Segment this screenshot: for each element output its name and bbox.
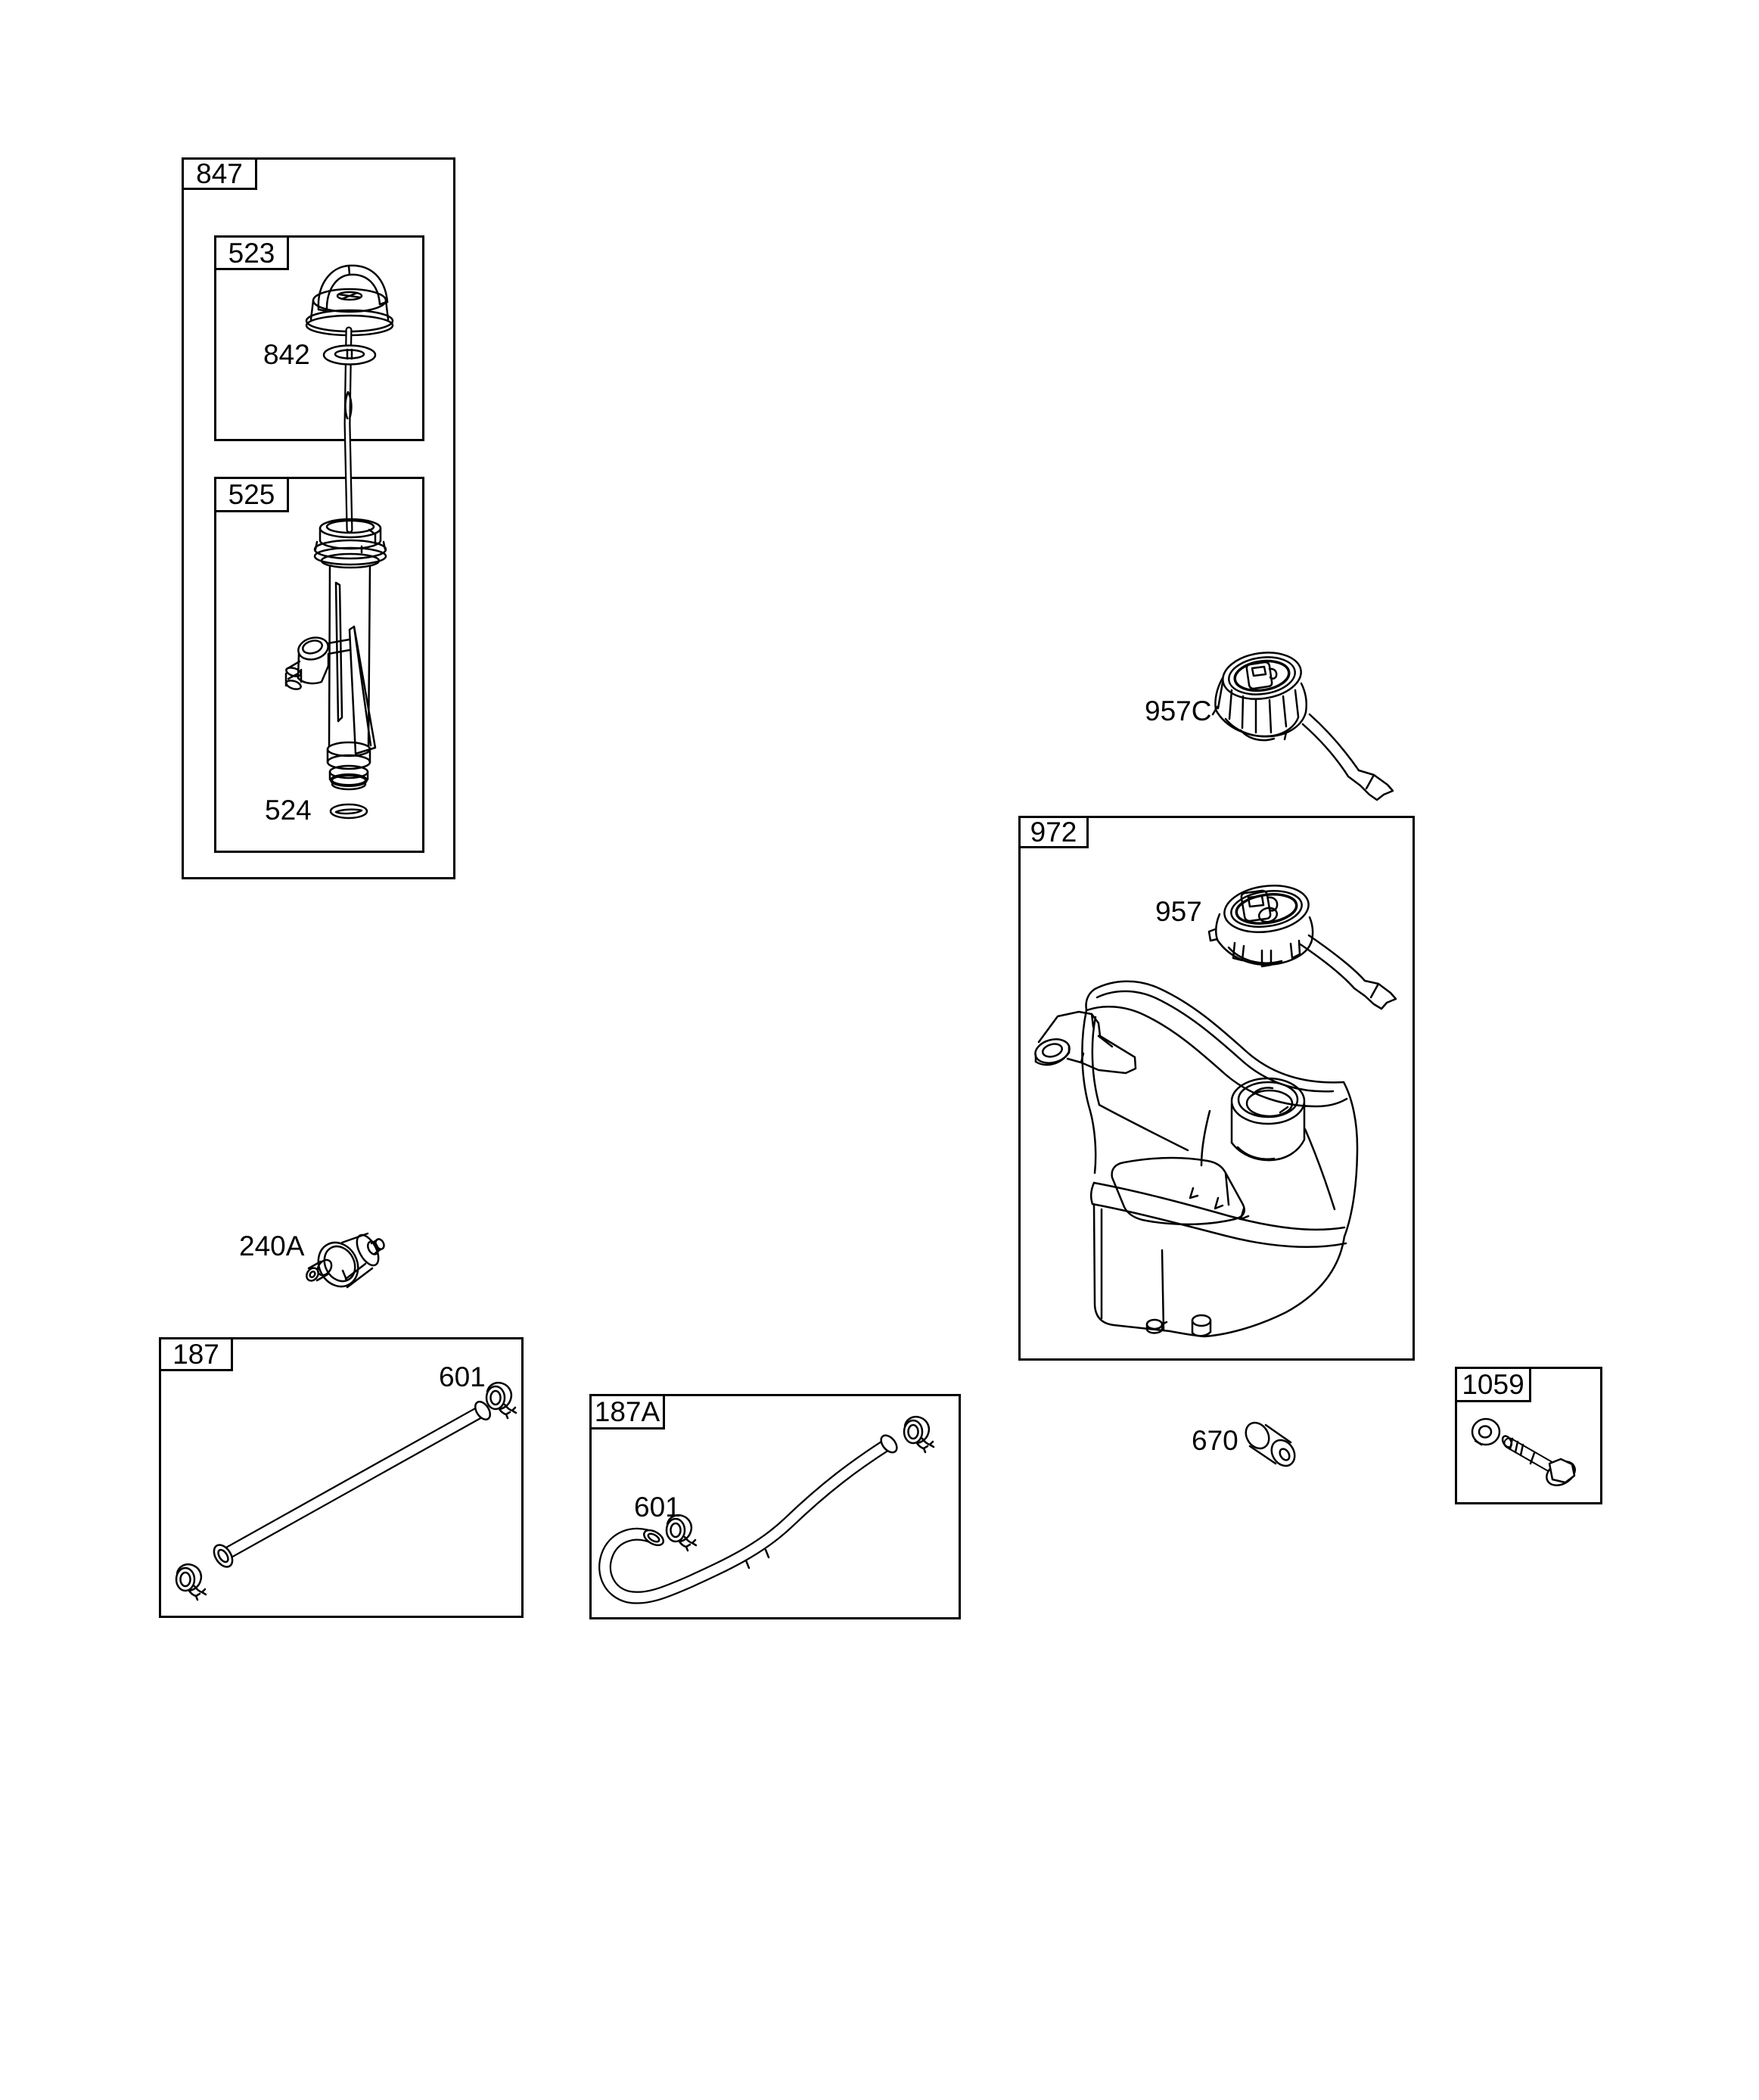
- tab-label: 187A: [594, 1396, 660, 1427]
- tab-fuel-line-formed: [589, 1394, 665, 1430]
- tab-label: 972: [1030, 817, 1077, 848]
- tab-mounting-bolt: [1455, 1367, 1531, 1402]
- tab-dipstick-tube: [214, 477, 289, 512]
- tab-label: 187: [172, 1339, 219, 1370]
- callout-fuel-cap: 957: [1155, 896, 1202, 927]
- tab-label: 847: [196, 158, 243, 189]
- tethered-fuel-cap-drawing: [1213, 648, 1393, 800]
- tab-label: 1059: [1462, 1369, 1524, 1400]
- callout-tethered-fuel-cap: 957C: [1145, 695, 1212, 726]
- tab-label: 525: [228, 479, 275, 510]
- callout-clamp-formed: 601: [634, 1492, 681, 1523]
- tab-fuel-line-straight: [159, 1337, 233, 1371]
- tab-dipstick-cap: [214, 235, 289, 270]
- callout-tube-oring: 524: [265, 795, 312, 826]
- callout-clamp-straight: 601: [439, 1361, 486, 1392]
- box-fuel-tank-group: [1018, 816, 1415, 1361]
- callout-fuel-filter: 240A: [239, 1230, 305, 1262]
- box-dipstick-tube: [214, 477, 424, 853]
- fuel-filter-drawing: [304, 1231, 386, 1293]
- tab-label: 523: [228, 237, 275, 269]
- tab-dipstick-group: [182, 157, 257, 190]
- tab-fuel-tank-group: [1018, 816, 1089, 848]
- callout-spacer: 670: [1192, 1425, 1238, 1456]
- spacer-drawing: [1242, 1418, 1300, 1470]
- callout-cap-oring: 842: [263, 339, 310, 370]
